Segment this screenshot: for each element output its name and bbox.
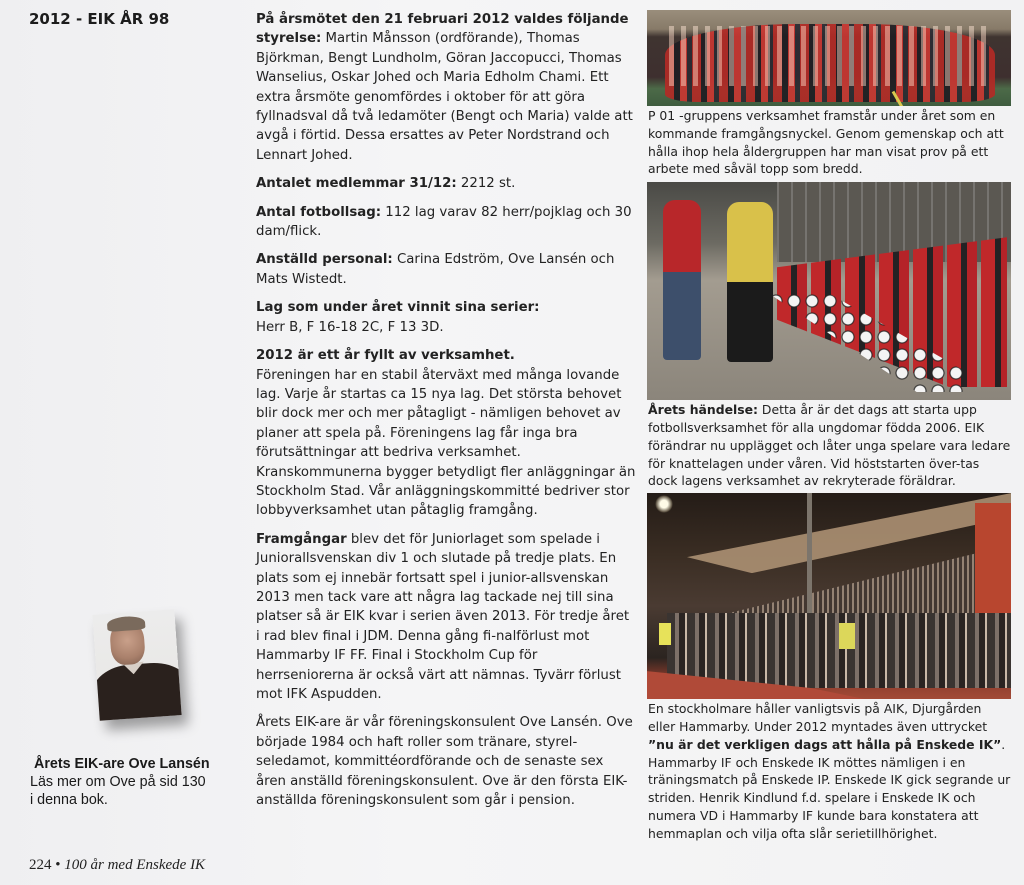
- page-number: 224: [29, 857, 52, 873]
- staff-text: Carina Edström, Ove Lansén och Mats Wistedt.: [256, 252, 615, 287]
- team-faces: [669, 26, 989, 86]
- coach-yellow-bib: [727, 202, 773, 362]
- steward-vest: [659, 623, 671, 645]
- series-winners-paragraph: [256, 298, 636, 337]
- kids-caption-text: Detta år är det dags att starta upp fotbollsverksamhet för alla ungdomar födda 2006. EIK förändrar nu upplägget och låter unga spelare vara ledare för knattelagen under våren. Vid höststarten över-tas dock lagens verksamhet av rekryterade föräldrar.: [648, 402, 1011, 489]
- successes-paragraph: [256, 530, 636, 705]
- portrait-hair: [107, 615, 146, 632]
- members-paragraph: [256, 174, 636, 193]
- board-heading: På årsmötet den 21 februari 2012 valdes följande styrelse:: [256, 12, 629, 47]
- stadium-photo: [647, 493, 1011, 699]
- coach-red-jacket: [663, 200, 701, 360]
- activity-heading: 2012 är ett år fyllt av verksamhet.: [256, 348, 515, 364]
- team-group-photo: [647, 10, 1011, 106]
- successes-heading: Framgångar: [256, 531, 347, 547]
- members-text: 2212 st.: [456, 176, 516, 192]
- portrait-caption-line2: i denna bok.: [30, 792, 108, 808]
- portrait-caption-line1: Läs mer om Ove på sid 130: [30, 774, 206, 790]
- kids-caption-heading: Årets händelse:: [648, 402, 758, 418]
- stadium-caption-post: . Hammarby IF och Enskede IK möttes nämligen i en träningsmatch på Enskede IP. Enskede IK gick segrande ur striden. Henrik Kindlund f.d. spelare i Enskede IK och numera VD i Hammarby IF kunde bara konstatera att hemmaplan och vilja ofta slår serietillhörighet.: [648, 736, 1011, 841]
- photo-column: [647, 10, 1012, 843]
- board-paragraph: [256, 10, 636, 165]
- page-footer: [29, 857, 205, 874]
- staff-paragraph: [256, 250, 636, 289]
- steward-vest: [839, 623, 855, 649]
- board-text: Martin Månsson (ordförande), Thomas Björkman, Bengt Lundholm, Göran Jaccopucci, Thomas Wanselius, Oskar Johed och Maria Edholm Chami. Ett extra årsmöte genomfördes i oktober för att göra fyllnadsval då två ledamöter (Bengt och Maria) valde att avgå i förtid. Dessa ersattes av Peter Nordstrand och Lennart Johed.: [256, 31, 633, 163]
- series-winners-text: Herr B, F 16-18 2C, F 13 3D.: [256, 319, 444, 335]
- eik-are-paragraph: [256, 713, 636, 810]
- teams-text: 112 lag varav 82 herr/pojklag och 30 dam/flick.: [256, 204, 632, 240]
- portrait-photo: [92, 609, 181, 720]
- kids-training-photo: [647, 182, 1011, 400]
- main-text-column: [256, 10, 636, 819]
- stadium-caption-pre: En stockholmare håller vanligtsvis på AIK, Djurgården eller Hammarby. Under 2012 myntades även uttrycket: [648, 701, 988, 734]
- stadium-photo-caption: [648, 700, 1012, 842]
- book-title: 100 år med Enskede IK: [64, 857, 206, 873]
- activity-paragraph: [256, 346, 636, 521]
- portrait-caption-title: Årets EIK-are Ove Lansén: [34, 756, 210, 772]
- series-winners-heading: Lag som under året vinnit sina serier:: [256, 300, 540, 316]
- footer-separator: •: [51, 857, 65, 873]
- portrait-caption: [30, 755, 240, 809]
- team-photo-caption: P 01 -gruppens verksamhet framstår under året som en kommande framgångsnyckel. Genom gemenskap och att hålla ihop hela åldergruppen har man visat prov på ett arbete med såväl topp som bredd.: [648, 108, 1004, 177]
- chapter-title: 2012 - EIK ÅR 98: [29, 10, 170, 28]
- kids-photo-caption: [648, 401, 1012, 490]
- staff-heading: Anställd personal:: [256, 252, 393, 268]
- teams-heading: Antal fotbollsag:: [256, 204, 382, 220]
- eik-are-text: Årets EIK-are är vår föreningskonsulent Ove Lansén. Ove började 1984 och haft roller som tränare, styrel-seledamot, kommittéordförande och de senaste sex åren anställd föreningskonsulent. Ove är den första EIK-anställda föreningskonsulent som går i pension.: [256, 715, 633, 809]
- members-heading: Antalet medlemmar 31/12:: [256, 176, 457, 192]
- teams-paragraph: [256, 203, 636, 242]
- floodlight: [655, 495, 673, 513]
- activity-text: Föreningen har en stabil återväxt med många lovande lag. Varje år startas ca 15 nya lag. Det största behovet blir dock mer och mer påtagligt - nämligen behovet av planer att spela på. Föreningens lag får inga bra förutsättningar att bedriva verksamhet. Kranskommunerna bygger betydligt fler anläggningar än Stockholm Stad. Vår anläggningskommitté bedriver stor lobbyverksamhet utan påtaglig framgång.: [256, 367, 636, 519]
- successes-text: blev det för Juniorlaget som spelade i Juniorallsvenskan div 1 och slutade på tredje plats. En plats som ej innebär fortsatt spel i junior-allsvenskan 2013 men tack vare att några lag tackade nej till sina platser så är EIK kvar i serien även 2013. För tredje året i rad blev final i JDM. Denna gång fi-nalförlust mot Hammarby IF FF. Final i Stockholm Cup för herrseniorerna är också värt att nämnas. Tyvärr förlust mot IFK Aspudden.: [256, 531, 630, 702]
- stadium-caption-quote: ”nu är det verkligen dags att hålla på Enskede IK”: [648, 736, 1002, 752]
